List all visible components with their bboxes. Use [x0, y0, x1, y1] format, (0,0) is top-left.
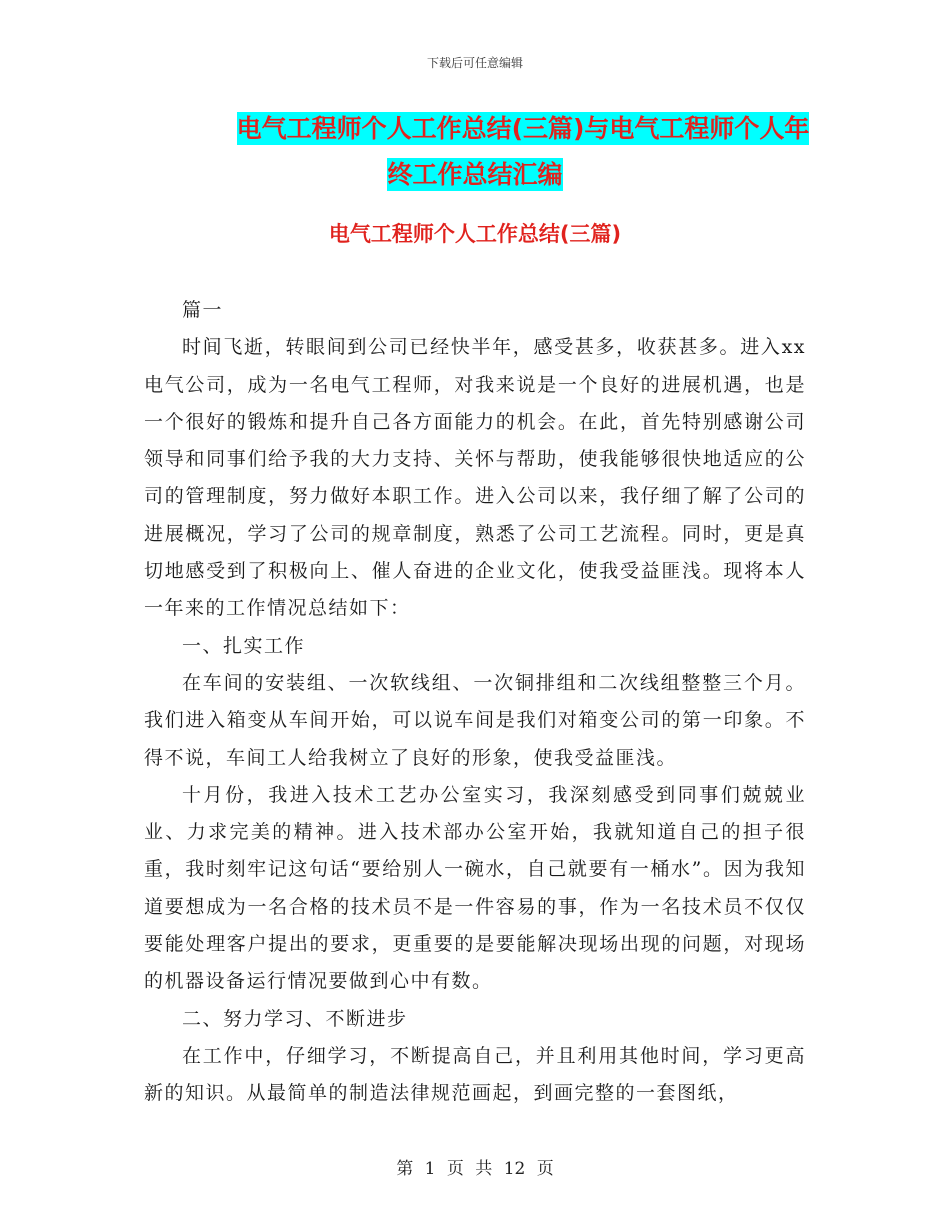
page-number-footer: 第 1 页 共 12 页 — [396, 1159, 554, 1179]
main-title-line1-text: 电气工程师个人工作总结(三篇)与电气工程师个人年 — [236, 114, 810, 143]
main-title-line2-text: 终工作总结汇编 — [387, 160, 563, 189]
paragraph-heading-section1: 一、扎实工作 — [182, 634, 306, 657]
paragraph: 时间飞逝，转眼间到公司已经快半年，感受甚多，收获甚多。进入xx电气公司，成为一名电气工程师，对我来说是一个良好的进展机遇，也是一个很好的锻炼和提升自己各方面能力的机会。在此，首先特别感谢公司领导和同事们给予我的大力支持、关怀与帮助，使我能够很快地适应的公司的管理制度，努力做好本职工作。进入公司以来，我仔细了解了公司的进展概况，学习了公司的规章制度，熟悉了公司工艺流程。同时，更是真切地感受到了积极向上、催人奋进的企业文化，使我受益匪浅。现将本人一年来的工作情况总结如下： — [144, 336, 806, 620]
paragraph-heading-section2: 二、努力学习、不断进步 — [182, 1007, 408, 1030]
paragraph-heading-part1: 篇一 — [182, 299, 224, 321]
body-text — [144, 292, 806, 1113]
main-title-line1 — [48, 106, 950, 152]
paragraph: 在工作中，仔细学习，不断提高自己，并且利用其他时间，学习更高新的知识。从最简单的制造法律规范画起，到画完整的一套图纸， — [144, 1044, 806, 1105]
main-title-line2 — [0, 152, 950, 198]
paragraph: 在车间的安装组、一次软线组、一次铜排组和二次线组整整三个月。我们进入箱变从车间开始，可以说车间是我们对箱变公司的第一印象。不得不说，车间工人给我树立了良好的形象，使我受益匪浅。 — [144, 671, 806, 769]
header-note: 下载后可任意编辑 — [426, 56, 523, 70]
section-title: 电气工程师个人工作总结(三篇) — [328, 222, 622, 246]
paragraph: 十月份，我进入技术工艺办公室实习，我深刻感受到同事们兢兢业业、力求完美的精神。进入技术部办公室开始，我就知道自己的担子很重，我时刻牢记这句话“要给别人一碗水，自己就要有一桶水”。因为我知道要想成为一名合格的技术员不是一件容易的事，作为一名技术员不仅仅要能处理客户提出的要求，更重要的是要能解决现场出现的问题，对现场的机器设备运行情况要做到心中有数。 — [144, 783, 806, 993]
